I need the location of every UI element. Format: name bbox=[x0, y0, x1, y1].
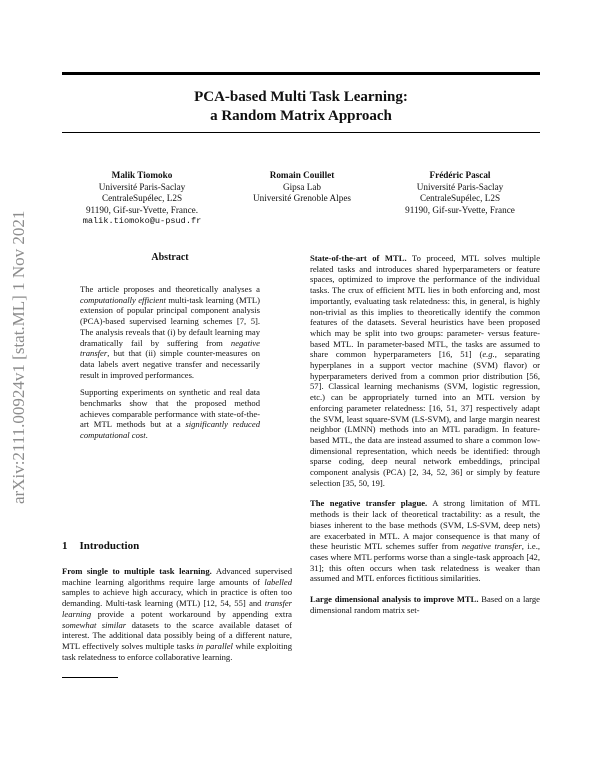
footnote-rule bbox=[62, 677, 118, 678]
text-run: , separating hyperplanes in a support vector machine (SVM) flavor) or hyperparameters derived from a common prior distribution [56, 57]. Classical learning mechanisms (SVM, logistic regression, etc.) can be appropriately turned into an MTL version by enforcing parameter relatedness: [16, 51, 37] respectively adapt the SVM, least square-SVM (LS-SVM), and large margin nearest neighbor (LMNN) methods into an MTL paradigm. In feature-based MTL, the data are instead assumed to share a common low-dimensional representation, which needs be identified: through sparse coding, deep neural network embeddings, principal component analysis (PCA) [2, 34, 52, 36] or simply by feature selection [35, 50, 19]. bbox=[310, 349, 540, 488]
title-rule-bottom bbox=[62, 132, 540, 133]
author-affiliation: Université Paris-Saclay bbox=[416, 181, 504, 192]
author-name: Malik Tiomoko bbox=[111, 170, 173, 180]
runin-heading: From single to multiple task learning. bbox=[62, 566, 212, 576]
author-address: 91190, Gif-sur-Yvette, France. bbox=[85, 204, 199, 215]
section-number: 1 bbox=[62, 540, 68, 552]
abstract-paragraph-2 bbox=[80, 387, 260, 441]
text-run: Based on a large dimensional random matrix set- bbox=[310, 594, 540, 615]
author-affiliation: CentraleSupélec, L2S bbox=[101, 193, 183, 204]
author-address: 91190, Gif-sur-Yvette, France bbox=[405, 204, 515, 215]
author-affiliation: CentraleSupélec, L2S bbox=[419, 193, 501, 204]
author-block-1 bbox=[62, 170, 222, 228]
text-run: while exploiting task relatedness to enforce collaborative learning. bbox=[62, 640, 292, 662]
abstract-body bbox=[80, 284, 260, 441]
emphasis: transfer learning bbox=[62, 598, 292, 619]
text-run: , i.e., cases where MTL performs worse than a single-task approach [42, 31]; this often occurs when task relatedness is weaker than assumed and MTL enforces fictitious similarities. bbox=[310, 541, 540, 584]
emphasis: computationally efficient bbox=[80, 294, 166, 305]
runin-heading: The negative transfer plague. bbox=[310, 498, 428, 509]
title-rule-top bbox=[62, 72, 540, 75]
abstract-heading: Abstract bbox=[151, 252, 189, 263]
text-run: Supporting experiments on synthetic and real data benchmarks show that the proposed method achieves comparable performance with state-of-the-art MTL methods but at a bbox=[80, 387, 260, 430]
paper-title bbox=[62, 88, 540, 126]
text-run: The article proposes and theoretically analyses a bbox=[80, 284, 260, 294]
intro-paragraph bbox=[62, 566, 292, 662]
text-run: Advanced supervised machine learning algorithms require large amounts of bbox=[62, 566, 292, 587]
title-line-1: PCA-based Multi Task Learning: bbox=[194, 89, 408, 105]
section-title: Introduction bbox=[79, 540, 140, 552]
author-email[interactable]: malik.tiomoko@u-psud.fr bbox=[82, 216, 202, 227]
abstract-paragraph-1 bbox=[80, 284, 260, 380]
emphasis: significantly reduced computational cost bbox=[80, 419, 260, 441]
text-run: datasets to the scarce available dataset of interest. The additional data possibly being of a different nature, MTL effectively solves multiple tasks bbox=[62, 619, 292, 651]
runin-heading: State-of-the-art of MTL. bbox=[310, 253, 407, 263]
right-column bbox=[310, 253, 540, 616]
section-heading bbox=[62, 540, 139, 552]
runin-heading: Large dimensional analysis to improve MTL. bbox=[310, 594, 479, 605]
text-run: samples to achieve high accuracy, which in practice is often too demanding. Multi-task learning (MTL) [12, 54, 55] and bbox=[62, 587, 292, 609]
author-block-2 bbox=[232, 170, 372, 205]
emphasis: somewhat similar bbox=[62, 619, 127, 630]
emphasis: e.g. bbox=[482, 349, 495, 360]
author-name: Frédéric Pascal bbox=[429, 170, 491, 180]
emphasis: in parallel bbox=[196, 640, 233, 651]
emphasis: negative transfer bbox=[461, 541, 522, 552]
text-run: , but that (ii) simple counter-measures on data labels avert negative transfer and necessarily result in improved performances. bbox=[80, 348, 260, 380]
large-dimensional-paragraph bbox=[310, 594, 540, 615]
text-run: A strong limitation of MTL methods is their lack of theoretical tractability: as a result, the biases inherent to the base methods (SVM, LS-SVM, deep nets) are exacerbated in MTL. A major consequence is that many of these heuristic MTL schemes suffer from bbox=[310, 498, 541, 552]
emphasis: negative transfer bbox=[80, 337, 260, 359]
text-run: . bbox=[145, 430, 148, 441]
text-run: multi-task learning (MTL) extension of popular principal component analysis (PCA)-based supervised learning schemes [7, 5]. The analysis reveals that (i) by default learning may dramatically fail by suffering from bbox=[80, 294, 260, 348]
author-affiliation: Université Paris-Saclay bbox=[98, 181, 186, 192]
arxiv-stamp: arXiv:2111.00924v1 [stat.ML] 1 Nov 2021 bbox=[9, 210, 28, 504]
author-affiliation: Université Grenoble Alpes bbox=[253, 193, 351, 204]
sota-paragraph bbox=[310, 253, 540, 488]
negative-transfer-paragraph bbox=[310, 498, 540, 584]
author-block-3 bbox=[380, 170, 540, 216]
text-run: To proceed, MTL solves multiple related tasks and introduces shared hyperparameters or feature spaces, optimized to improve the performance of the individual tasks. The crux of efficient MTL lies in both enforcing and, most importantly, evaluating task relatedness: this, in general, is highly non-trivial as this implies to theoretically identify the common features of the datasets. Several heuristics have been proposed which may be split into two groups: parameter- versus feature-based MTL. In parameter-based MTL, the tasks are assumed to share common hyperparameters [16, 51] ( bbox=[310, 253, 541, 360]
author-affiliation: Gipsa Lab bbox=[282, 181, 321, 192]
title-line-2: a Random Matrix Approach bbox=[210, 108, 392, 124]
emphasis: labelled bbox=[264, 576, 292, 587]
intro-body bbox=[62, 566, 292, 662]
author-name: Romain Couillet bbox=[269, 170, 335, 180]
text-run: provide a potent workaround by appending extra bbox=[91, 608, 292, 619]
